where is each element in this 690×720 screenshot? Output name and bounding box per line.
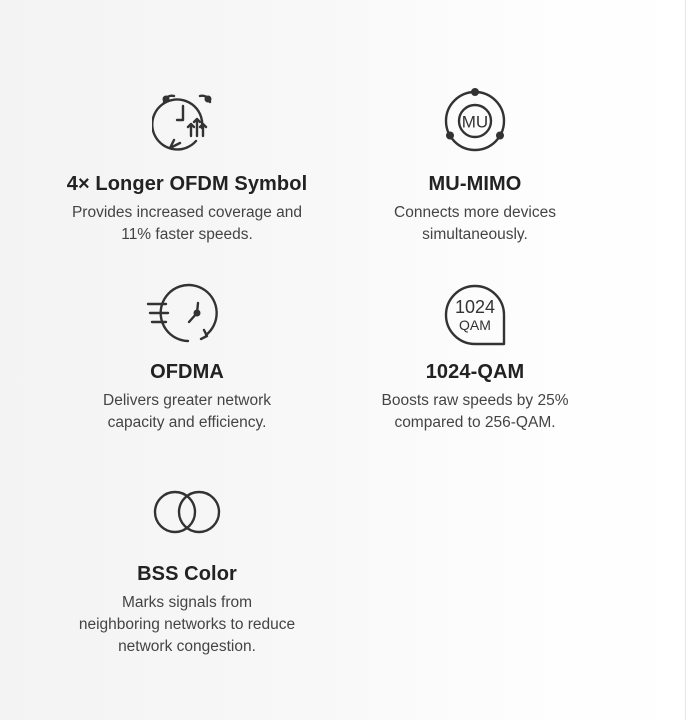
overlapping-circles-icon [152,488,222,536]
fast-clock-icon [146,282,228,348]
feature-description [62,390,312,434]
description-line: Connects more devices [394,204,556,221]
qam-bubble-icon [440,282,510,348]
feature-ofdma [62,282,312,434]
description-line: neighboring networks to reduce [78,616,296,633]
feature-title: 1024-QAM [425,361,525,383]
mu-label: MU [461,112,489,132]
feature-description [62,202,312,246]
alarm-clock-icon [152,88,222,152]
description-line: capacity and efficiency. [107,414,267,431]
description-line: Delivers greater network [103,392,271,409]
description-line: compared to 256-QAM. [394,414,556,431]
qam-text-label: QAM [459,317,491,333]
description-line: Provides increased coverage and [71,204,303,221]
description-line: Boosts raw speeds by 25% [381,392,569,409]
feature-title: BSS Color [137,563,237,585]
feature-mu-mimo [350,88,600,246]
feature-longer-ofdm-symbol [62,88,312,246]
description-line: 11% faster speeds. [121,226,253,243]
mu-mimo-icon [440,88,510,154]
feature-title: MU-MIMO [428,173,522,195]
qam-number-label: 1024 [454,297,496,317]
page-edge-divider [685,0,686,720]
feature-title: 4× Longer OFDM Symbol [66,173,308,195]
description-line: simultaneously. [422,226,528,243]
feature-description [350,390,600,434]
feature-description [350,202,600,246]
description-line: Marks signals from [121,594,253,611]
description-line: network congestion. [118,638,256,655]
feature-1024-qam [350,282,600,434]
feature-bss-color [62,488,312,658]
feature-title: OFDMA [150,361,224,383]
feature-description [62,592,312,658]
